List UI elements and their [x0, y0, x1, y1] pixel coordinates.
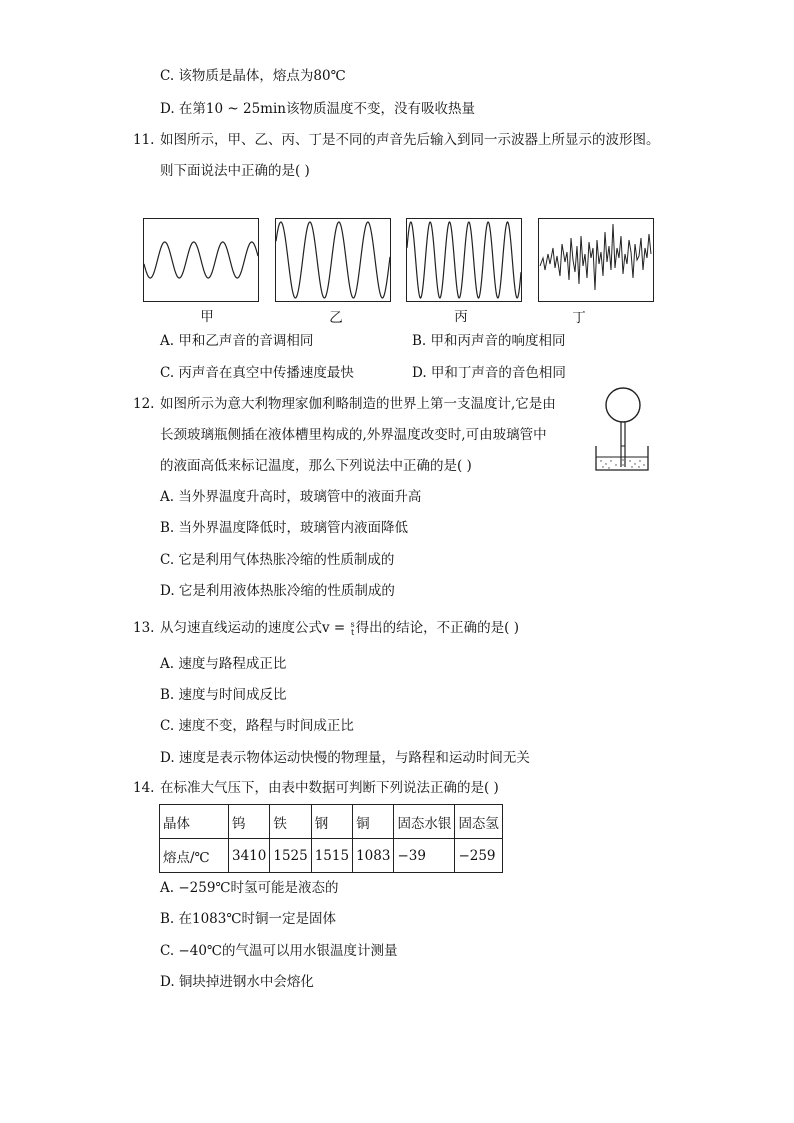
- q11-stem-line2: 则下面说法中正确的是( ): [160, 163, 310, 179]
- q14-option-a: A. −259℃时氢可能是液态的: [160, 880, 339, 896]
- q12-option-b: B. 当外界温度降低时，玻璃管内液面降低: [160, 520, 409, 536]
- table-cell: −259: [455, 839, 503, 873]
- table-cell: 1515: [311, 839, 352, 873]
- table-cell: 1083: [353, 839, 394, 873]
- table-row: [160, 839, 503, 873]
- waveform-bing: [406, 218, 522, 302]
- q12-option-c: C. 它是利用气体热胀冷缩的性质制成的: [160, 552, 395, 568]
- table-cell: 铁: [270, 805, 311, 839]
- table-cell: 固态氢: [455, 805, 503, 839]
- q14-number: 14.: [133, 780, 155, 796]
- q11-option-c: C. 丙声音在真空中传播速度最快: [160, 365, 354, 381]
- waveform-jia: [143, 218, 259, 302]
- q13-stem-pre: 从匀速直线运动的速度公式v =: [160, 620, 350, 636]
- q13-stem-post: 得出的结论，不正确的是( ): [355, 620, 519, 636]
- waveform-yi: [275, 218, 391, 302]
- table-cell: 铜: [353, 805, 394, 839]
- q10-option-d: D. 在第10 ~ 25min该物质温度不变，没有吸收热量: [160, 101, 475, 117]
- q11-number: 11.: [133, 132, 155, 148]
- table-cell: 1525: [270, 839, 311, 873]
- q13-option-a: A. 速度与路程成正比: [160, 656, 287, 672]
- table-cell: 熔点/℃: [160, 839, 229, 873]
- table-cell: 固态水银: [394, 805, 455, 839]
- q14-option-d: D. 铜块掉进钢水中会熔化: [160, 974, 314, 990]
- q14-stem: 在标准大气压下，由表中数据可判断下列说法正确的是( ): [160, 780, 499, 796]
- q14-option-b: B. 在1083℃时铜一定是固体: [160, 911, 336, 927]
- galileo-thermometer-figure: [592, 386, 652, 476]
- q13-number: 13.: [133, 620, 155, 636]
- table-cell: 晶体: [160, 805, 229, 839]
- waveform-label-jia: 甲: [200, 309, 214, 325]
- q12-stem-line2: 长颈玻璃瓶侧插在液体槽里构成的,外界温度改变时,可由玻璃管中: [160, 427, 547, 443]
- q11-option-b: B. 甲和丙声音的响度相同: [412, 333, 566, 349]
- q10-option-c: C. 该物质是晶体，熔点为80℃: [160, 68, 346, 84]
- q12-stem-line3: 的液面高低来标记温度，那么下列说法中正确的是( ): [160, 458, 472, 474]
- table-cell: −39: [394, 839, 455, 873]
- fraction-denominator: t: [350, 627, 355, 637]
- q12-option-a: A. 当外界温度升高时，玻璃管中的液面升高: [160, 489, 422, 505]
- q12-stem-line1: 如图所示为意大利物理家伽利略制造的世界上第一支温度计,它是由: [160, 396, 556, 412]
- q12-option-d: D. 它是利用液体热胀冷缩的性质制成的: [160, 583, 395, 599]
- table-cell: 钢: [311, 805, 352, 839]
- q13-option-b: B. 速度与时间成反比: [160, 687, 287, 703]
- q13-option-d: D. 速度是表示物体运动快慢的物理量，与路程和运动时间无关: [160, 750, 530, 766]
- waveform-label-yi: 乙: [329, 310, 343, 326]
- q11-option-a: A. 甲和乙声音的音调相同: [160, 333, 314, 349]
- q12-number: 12.: [133, 396, 155, 412]
- waveform-ding: [538, 218, 654, 302]
- waveform-label-ding: 丁: [572, 310, 586, 326]
- table-cell: 3410: [229, 839, 270, 873]
- table-cell: 钨: [229, 805, 270, 839]
- q13-stem: [160, 618, 519, 638]
- fraction-numerator: s: [350, 619, 355, 629]
- waveform-label-bing: 丙: [454, 309, 468, 325]
- q11-stem-line1: 如图所示，甲、乙、丙、丁是不同的声音先后输入到同一示波器上所显示的波形图。: [160, 132, 660, 148]
- melting-point-table: [159, 804, 503, 873]
- q14-option-c: C. −40℃的气温可以用水银温度计测量: [160, 943, 398, 959]
- table-row: [160, 805, 503, 839]
- velocity-fraction: [351, 621, 355, 637]
- q13-option-c: C. 速度不变，路程与时间成正比: [160, 718, 354, 734]
- q11-option-d: D. 甲和丁声音的音色相同: [412, 365, 566, 381]
